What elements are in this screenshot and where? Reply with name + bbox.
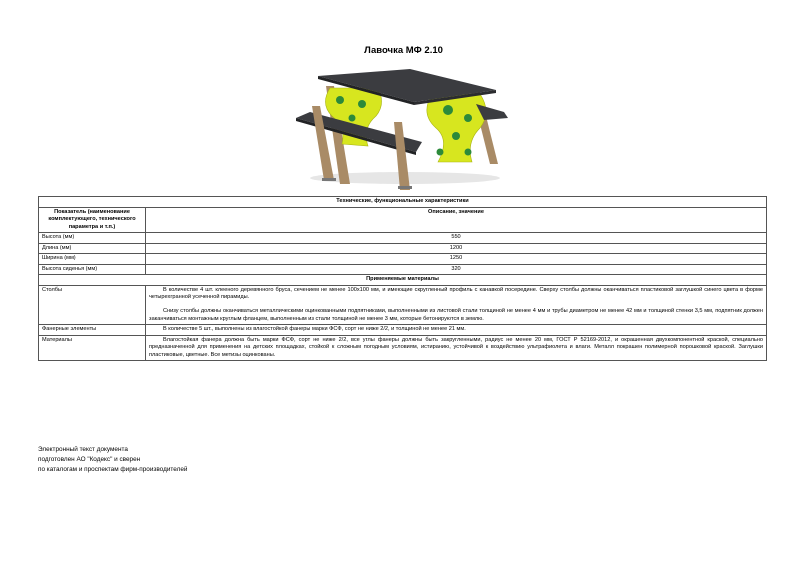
table-row <box>39 325 767 336</box>
row-value: 1200 <box>146 243 767 254</box>
header-value: Описание, значение <box>146 207 767 233</box>
material-paragraph: Снизу столбы должны оканчиваться металлическими оцинкованными подпятниками, выполненными из листовой стали толщиной не менее 4 мм и трубы диаметром не менее 42 мм и толщиной стенки 3,5 мм, подпятник должен заканчиваться монтажным круглым фланцем, выполненным из стали толщиной не менее 3 мм, которые бетонируются в землю. <box>149 308 763 322</box>
header-param: Показатель (наименование комплектующего, технического параметра и т.п.) <box>39 207 146 233</box>
document-footer <box>38 445 187 475</box>
bench-picnic-table-illustration <box>290 66 520 190</box>
row-param: Ширина (мм) <box>39 254 146 265</box>
table-row <box>39 285 767 324</box>
material-paragraph: В количестве 5 шт., выполнены из влагостойкой фанеры марки ФСФ, сорт не ниже 2/2, и толщиной не менее 21 мм. <box>163 326 466 333</box>
row-value: 320 <box>146 264 767 275</box>
row-param: Высота сиденья (мм) <box>39 264 146 275</box>
row-value: 1250 <box>146 254 767 265</box>
material-param: Материалы <box>39 335 146 361</box>
table-row <box>39 264 767 275</box>
specifications-table <box>38 196 767 361</box>
footer-line: подготовлен АО "Кодекс" и сверен <box>38 456 141 463</box>
row-value: 550 <box>146 233 767 244</box>
material-param: Фанерные элементы <box>39 325 146 336</box>
table-row <box>39 243 767 254</box>
material-paragraph: Влагостойкая фанера должна быть марки ФСФ, сорт не ниже 2/2, все углы фанеры должны быть закругленными, радиус не менее 20 мм, ГОСТ Р 52169-2012, и окрашенная двухкомпонентной краской, специально предназначенной для применения на детских площадках, стойкой к сложным погодным условиям, истиранию, устойчивой к воздействию ультрафиолета и влаги. Металл покрашен полимерной порошковой краской. Заглушки пластиковые, цветные. Все метизы оцинкованы. <box>149 336 763 358</box>
section-materials: Применяемые материалы <box>39 275 767 286</box>
table-row <box>39 233 767 244</box>
column-header-row <box>39 207 767 233</box>
material-description <box>146 325 767 336</box>
table-row <box>39 254 767 265</box>
footer-line: по каталогам и проспектам фирм-производителей <box>38 466 188 473</box>
material-description <box>146 285 767 324</box>
section-characteristics: Технические, функциональные характеристики <box>39 197 767 208</box>
section-header-row <box>39 275 767 286</box>
section-header-row <box>39 197 767 208</box>
page-title: Лавочка МФ 2.10 <box>364 45 443 56</box>
material-param: Столбы <box>39 285 146 324</box>
row-param: Длина (мм) <box>39 243 146 254</box>
material-paragraph: В количестве 4 шт. клееного деревянного бруса, сечением не менее 100х100 мм, и имеющие скругленный профиль с канавкой посередине. Сверху столбы должны оканчиваться пластиковой заглушкой синего цвета в форме четырехгранной усеченной пирамиды. <box>149 286 763 301</box>
footer-line: Электронный текст документа <box>38 446 128 453</box>
row-param: Высота (мм) <box>39 233 146 244</box>
material-description <box>146 335 767 361</box>
table-row <box>39 335 767 361</box>
